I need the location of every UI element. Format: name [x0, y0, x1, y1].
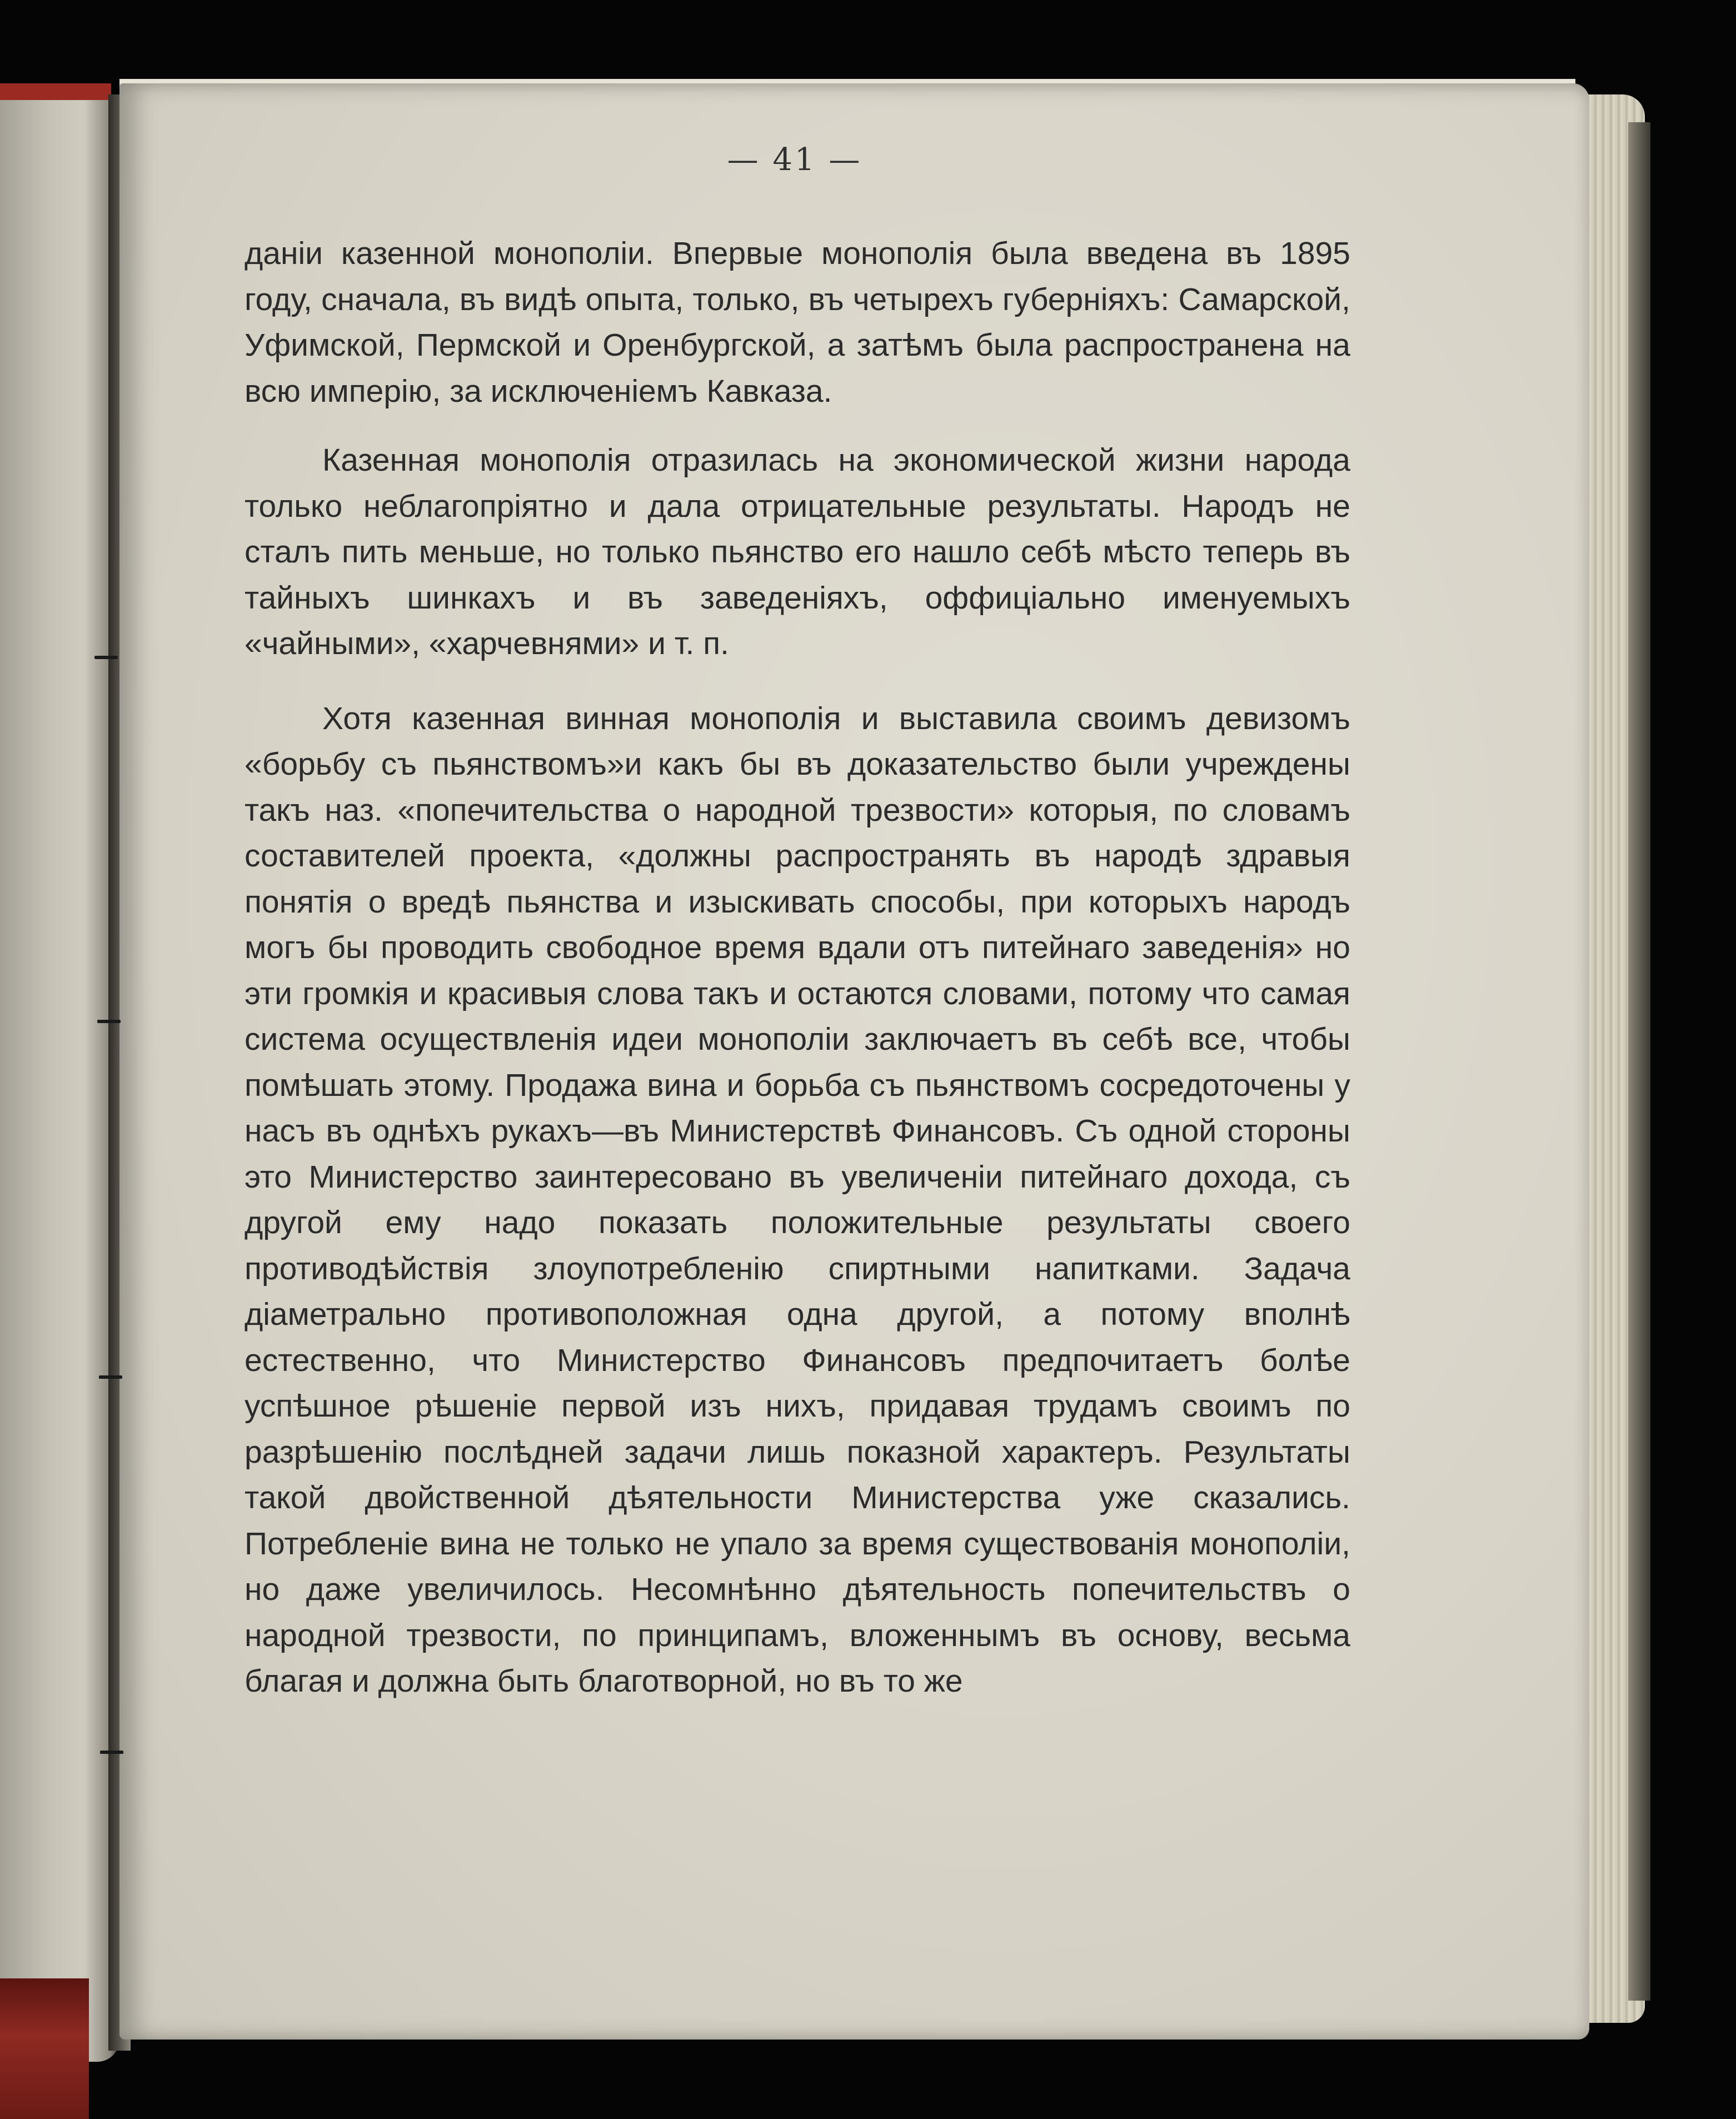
paragraph-2: Казенная монополія отразилась на экономической жизни народа только неблагопріятно и дала отрицательные результаты. Народъ не сталъ пить меньше, но только пьянство его нашло себѣ мѣсто теперь въ тайныхъ шинкахъ и въ заведеніяхъ, оффиціально именуемыхъ «чайными», «харчевнями» и т. п.	[245, 442, 1350, 661]
previous-page-edge	[0, 83, 119, 2062]
page-stack-shadow	[1628, 122, 1650, 2001]
binding-thread-mark	[97, 1020, 121, 1023]
binding-thread-mark	[94, 656, 118, 659]
paragraph-3: Хотя казенная винная монополія и выставила своимъ девизомъ «борьбу съ пьянствомъ»и какъ бы въ доказательство были учреждены такъ наз. «попечительства о народной трезвости» которыя, по словамъ составителей проекта, «должны распространять въ народѣ здравыя понятія о вредѣ пьянства и изыскивать способы, при которыхъ народъ могъ бы проводить свободное время вдали отъ питейнаго заведенія» но эти громкія и красивыя слова такъ и остаются словами, потому что самая система осуществленія идеи монополіи заключаетъ въ себѣ все, чтобы помѣшать этому. Продажа вина и борьба съ пьянствомъ сосредоточены у насъ въ однѣхъ рукахъ—въ Министерствѣ Финансовъ. Съ одной стороны это Министерство заинтересовано въ увеличеніи питейнаго дохода, съ другой ему надо показать положительные результаты своего противодѣйствія злоупотребленію спиртными напитками. Задача діаметрально противоположная одна другой, а потому вполнѣ естественно, что Министерство Финансовъ предпочитаетъ болѣе успѣшное рѣшеніе первой изъ нихъ, придавая трудамъ своимъ по разрѣшенію послѣдней задачи лишь показной характеръ. Результаты такой двойственной дѣятельности Министерства уже сказались. Потребленіе вина не только не упало за время существованія монополіи, но даже увеличилось. Несомнѣнно дѣятельность попечительствъ о народной трезвости, по принципамъ, вложеннымъ въ основу, весьма благая и должна быть благотворной, но въ то же	[245, 700, 1350, 1699]
binding-thread-mark	[99, 1375, 122, 1379]
page-number: — 41 —	[727, 142, 862, 178]
cover-edge-bottom	[0, 1978, 89, 2119]
cover-edge-top	[0, 83, 111, 100]
page-body-text	[245, 231, 1350, 1704]
binding-thread-mark	[100, 1751, 123, 1754]
paragraph-1: даніи казенной монополіи. Впервые монополія была введена въ 1895 году, сначала, въ видѣ опыта, только, въ четырехъ губерніяхъ: Самарской, Уфимской, Пермской и Оренбургской, а затѣмъ была распространена на всю имперію, за исключеніемъ Кавказа.	[245, 236, 1350, 409]
